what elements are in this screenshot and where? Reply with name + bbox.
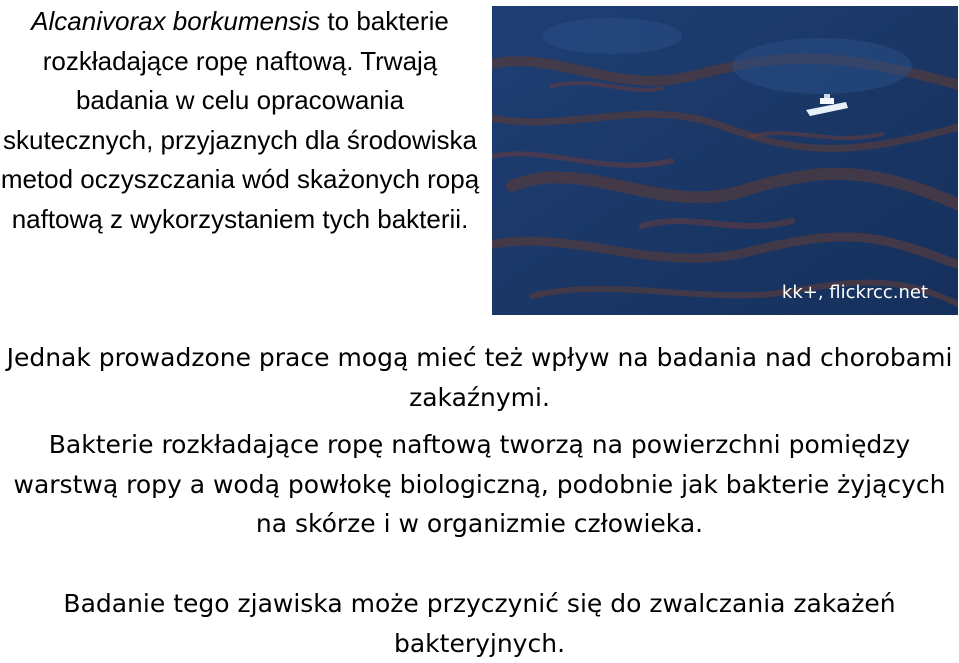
intro-text: to bakterie rozkładające ropę naftową. Trwają badania w celu opracowania skutecznych, przyjaznych dla środowiska metod oczyszczania wód skażonych ropą naftową z wykorzystaniem tych bakterii. bbox=[0, 6, 480, 234]
paragraph-infection-control: Badanie tego zjawiska może przyczynić się do zwalczania zakażeń bakteryjnych. bbox=[63, 589, 896, 658]
intro-paragraph bbox=[0, 2, 480, 239]
paragraph-research-impact: Jednak prowadzone prace mogą mieć też wpływ na badania nad chorobami zakaźnymi. bbox=[6, 343, 953, 412]
oil-spill-image bbox=[492, 6, 958, 315]
species-name: Alcanivorax borkumensis bbox=[31, 6, 321, 36]
paragraph-biofilm: Bakterie rozkładające ropę naftową tworzą na powierzchni pomiędzy warstwą ropy a wodą powłokę biologiczną, podobnie jak bakterie żyjących na skórze i w organizmie człowieka. bbox=[13, 430, 946, 538]
photo-credit: kk+, flickrcc.net bbox=[781, 282, 928, 303]
oil-spill-photo bbox=[492, 6, 958, 315]
